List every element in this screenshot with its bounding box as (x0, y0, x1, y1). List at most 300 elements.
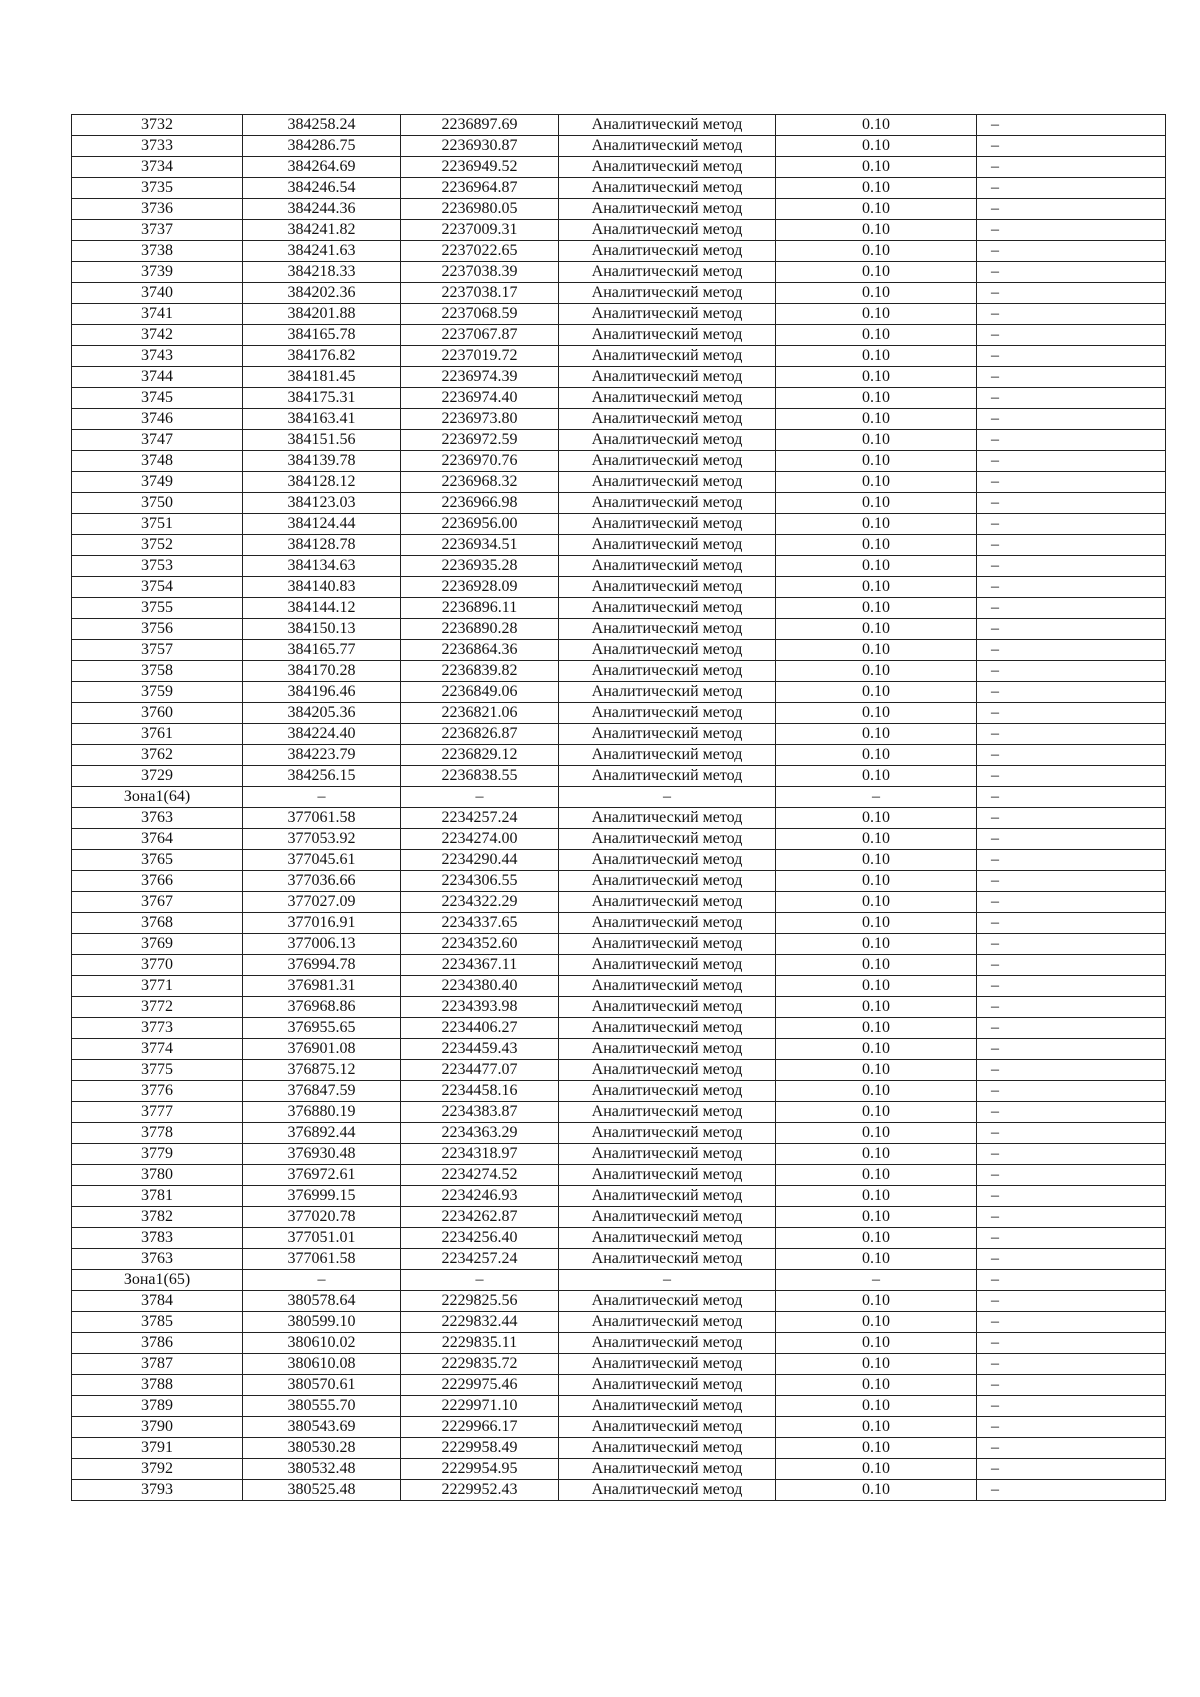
y-coordinate-cell: 2236826.87 (401, 724, 559, 745)
table-row (72, 115, 1166, 136)
accuracy-cell: 0.10 (776, 472, 977, 493)
accuracy-cell: 0.10 (776, 1333, 977, 1354)
table-row (72, 1018, 1166, 1039)
table-row (72, 934, 1166, 955)
accuracy-cell: 0.10 (776, 556, 977, 577)
x-coordinate-cell: 380530.28 (243, 1438, 401, 1459)
accuracy-cell: 0.10 (776, 1417, 977, 1438)
point-number-cell: 3763 (72, 1249, 243, 1270)
table-row (72, 1270, 1166, 1291)
accuracy-cell: 0.10 (776, 997, 977, 1018)
y-coordinate-cell: 2236964.87 (401, 178, 559, 199)
table-row (72, 1186, 1166, 1207)
y-coordinate-cell: 2234257.24 (401, 1249, 559, 1270)
table-row (72, 913, 1166, 934)
y-coordinate-cell: 2236974.40 (401, 388, 559, 409)
x-coordinate-cell: 384246.54 (243, 178, 401, 199)
y-coordinate-cell: 2236973.80 (401, 409, 559, 430)
accuracy-cell: 0.10 (776, 766, 977, 787)
point-number-cell: 3783 (72, 1228, 243, 1249)
accuracy-cell: 0.10 (776, 1291, 977, 1312)
table-row (72, 136, 1166, 157)
y-coordinate-cell: 2229825.56 (401, 1291, 559, 1312)
table-row (72, 787, 1166, 808)
table-row (72, 535, 1166, 556)
x-coordinate-cell: 376875.12 (243, 1060, 401, 1081)
note-cell: – (977, 1312, 1166, 1333)
note-cell: – (977, 1144, 1166, 1165)
point-number-cell: 3768 (72, 913, 243, 934)
note-cell: – (977, 409, 1166, 430)
accuracy-cell: 0.10 (776, 514, 977, 535)
point-number-cell: 3785 (72, 1312, 243, 1333)
note-cell: – (977, 808, 1166, 829)
y-coordinate-cell: 2234363.29 (401, 1123, 559, 1144)
method-cell: Аналитический метод (559, 1438, 776, 1459)
table-row (72, 1459, 1166, 1480)
table-row (72, 472, 1166, 493)
note-cell: – (977, 619, 1166, 640)
method-cell: Аналитический метод (559, 178, 776, 199)
x-coordinate-cell: 377061.58 (243, 1249, 401, 1270)
x-coordinate-cell: 384140.83 (243, 577, 401, 598)
method-cell: Аналитический метод (559, 1480, 776, 1501)
y-coordinate-cell: 2236934.51 (401, 535, 559, 556)
method-cell: Аналитический метод (559, 808, 776, 829)
x-coordinate-cell: 384244.36 (243, 199, 401, 220)
y-coordinate-cell: 2234380.40 (401, 976, 559, 997)
accuracy-cell: 0.10 (776, 745, 977, 766)
y-coordinate-cell: 2237038.39 (401, 262, 559, 283)
accuracy-cell: 0.10 (776, 367, 977, 388)
note-cell: – (977, 241, 1166, 262)
accuracy-cell: 0.10 (776, 220, 977, 241)
method-cell: Аналитический метод (559, 703, 776, 724)
point-number-cell: 3774 (72, 1039, 243, 1060)
note-cell: – (977, 934, 1166, 955)
method-cell: Аналитический метод (559, 1333, 776, 1354)
method-cell: Аналитический метод (559, 157, 776, 178)
note-cell: – (977, 367, 1166, 388)
y-coordinate-cell: 2236980.05 (401, 199, 559, 220)
note-cell: – (977, 1291, 1166, 1312)
note-cell: – (977, 640, 1166, 661)
y-coordinate-cell: 2234274.52 (401, 1165, 559, 1186)
note-cell: – (977, 1396, 1166, 1417)
accuracy-cell: 0.10 (776, 262, 977, 283)
point-number-cell: 3757 (72, 640, 243, 661)
table-row (72, 997, 1166, 1018)
method-cell: Аналитический метод (559, 304, 776, 325)
point-number-cell: 3778 (72, 1123, 243, 1144)
method-cell: Аналитический метод (559, 409, 776, 430)
accuracy-cell: 0.10 (776, 1375, 977, 1396)
y-coordinate-cell: 2229975.46 (401, 1375, 559, 1396)
y-coordinate-cell: 2236849.06 (401, 682, 559, 703)
y-coordinate-cell: 2229832.44 (401, 1312, 559, 1333)
method-cell: Аналитический метод (559, 745, 776, 766)
y-coordinate-cell: 2236930.87 (401, 136, 559, 157)
point-number-cell: 3762 (72, 745, 243, 766)
point-number-cell: 3740 (72, 283, 243, 304)
x-coordinate-cell: 376968.86 (243, 997, 401, 1018)
point-number-cell: 3733 (72, 136, 243, 157)
accuracy-cell: 0.10 (776, 136, 977, 157)
x-coordinate-cell: – (243, 1270, 401, 1291)
y-coordinate-cell: 2236935.28 (401, 556, 559, 577)
accuracy-cell: 0.10 (776, 115, 977, 136)
x-coordinate-cell: 384241.82 (243, 220, 401, 241)
method-cell: Аналитический метод (559, 1039, 776, 1060)
point-number-cell: 3745 (72, 388, 243, 409)
y-coordinate-cell: 2236838.55 (401, 766, 559, 787)
note-cell: – (977, 1333, 1166, 1354)
note-cell: – (977, 262, 1166, 283)
x-coordinate-cell: 384175.31 (243, 388, 401, 409)
accuracy-cell: 0.10 (776, 724, 977, 745)
note-cell: – (977, 577, 1166, 598)
point-number-cell: 3786 (72, 1333, 243, 1354)
note-cell: – (977, 724, 1166, 745)
table-row (72, 1291, 1166, 1312)
table-row (72, 1207, 1166, 1228)
point-number-cell: 3782 (72, 1207, 243, 1228)
x-coordinate-cell: 384176.82 (243, 346, 401, 367)
note-cell: – (977, 913, 1166, 934)
x-coordinate-cell: 380525.48 (243, 1480, 401, 1501)
method-cell: Аналитический метод (559, 136, 776, 157)
y-coordinate-cell: 2234256.40 (401, 1228, 559, 1249)
table-row (72, 808, 1166, 829)
y-coordinate-cell: 2236956.00 (401, 514, 559, 535)
accuracy-cell: 0.10 (776, 304, 977, 325)
point-number-cell: 3777 (72, 1102, 243, 1123)
table-row (72, 367, 1166, 388)
y-coordinate-cell: 2236821.06 (401, 703, 559, 724)
point-number-cell: 3755 (72, 598, 243, 619)
method-cell: Аналитический метод (559, 493, 776, 514)
x-coordinate-cell: 384165.77 (243, 640, 401, 661)
point-number-cell: 3789 (72, 1396, 243, 1417)
method-cell: Аналитический метод (559, 1228, 776, 1249)
point-number-cell: 3771 (72, 976, 243, 997)
note-cell: – (977, 304, 1166, 325)
method-cell: Аналитический метод (559, 346, 776, 367)
y-coordinate-cell: 2234393.98 (401, 997, 559, 1018)
table-row (72, 1165, 1166, 1186)
table-row (72, 325, 1166, 346)
point-number-cell: 3746 (72, 409, 243, 430)
y-coordinate-cell: 2234337.65 (401, 913, 559, 934)
method-cell: Аналитический метод (559, 1018, 776, 1039)
method-cell: Аналитический метод (559, 1459, 776, 1480)
table-row (72, 976, 1166, 997)
x-coordinate-cell: 376955.65 (243, 1018, 401, 1039)
table-row (72, 598, 1166, 619)
table-row (72, 850, 1166, 871)
note-cell: – (977, 430, 1166, 451)
point-number-cell: 3736 (72, 199, 243, 220)
note-cell: – (977, 1102, 1166, 1123)
x-coordinate-cell: 384196.46 (243, 682, 401, 703)
note-cell: – (977, 136, 1166, 157)
table-row (72, 577, 1166, 598)
note-cell: – (977, 829, 1166, 850)
x-coordinate-cell: 384264.69 (243, 157, 401, 178)
method-cell: Аналитический метод (559, 199, 776, 220)
table-row (72, 1228, 1166, 1249)
table-row (72, 619, 1166, 640)
x-coordinate-cell: 376847.59 (243, 1081, 401, 1102)
y-coordinate-cell: 2234257.24 (401, 808, 559, 829)
table-row (72, 514, 1166, 535)
table-row (72, 241, 1166, 262)
accuracy-cell: 0.10 (776, 241, 977, 262)
x-coordinate-cell: 377020.78 (243, 1207, 401, 1228)
note-cell: – (977, 976, 1166, 997)
table-row (72, 199, 1166, 220)
table-row (72, 892, 1166, 913)
method-cell: Аналитический метод (559, 997, 776, 1018)
note-cell: – (977, 157, 1166, 178)
method-cell: Аналитический метод (559, 325, 776, 346)
method-cell: Аналитический метод (559, 220, 776, 241)
accuracy-cell: 0.10 (776, 1102, 977, 1123)
accuracy-cell: 0.10 (776, 1165, 977, 1186)
method-cell: Аналитический метод (559, 1060, 776, 1081)
x-coordinate-cell: 384181.45 (243, 367, 401, 388)
accuracy-cell: 0.10 (776, 934, 977, 955)
y-coordinate-cell: 2229954.95 (401, 1459, 559, 1480)
x-coordinate-cell: 380570.61 (243, 1375, 401, 1396)
method-cell: Аналитический метод (559, 1354, 776, 1375)
table-row (72, 1354, 1166, 1375)
point-number-cell: 3772 (72, 997, 243, 1018)
table-row (72, 304, 1166, 325)
y-coordinate-cell: 2236896.11 (401, 598, 559, 619)
method-cell: Аналитический метод (559, 913, 776, 934)
y-coordinate-cell: 2229835.11 (401, 1333, 559, 1354)
table-row (72, 1396, 1166, 1417)
x-coordinate-cell: 384163.41 (243, 409, 401, 430)
note-cell: – (977, 472, 1166, 493)
method-cell: Аналитический метод (559, 1417, 776, 1438)
table-row (72, 1039, 1166, 1060)
note-cell: – (977, 766, 1166, 787)
y-coordinate-cell: 2234306.55 (401, 871, 559, 892)
note-cell: – (977, 199, 1166, 220)
y-coordinate-cell: 2229952.43 (401, 1480, 559, 1501)
note-cell: – (977, 1459, 1166, 1480)
point-number-cell: 3758 (72, 661, 243, 682)
note-cell: – (977, 220, 1166, 241)
table-row (72, 1333, 1166, 1354)
note-cell: – (977, 1060, 1166, 1081)
table-row (72, 493, 1166, 514)
note-cell: – (977, 535, 1166, 556)
note-cell: – (977, 892, 1166, 913)
table-row (72, 556, 1166, 577)
y-coordinate-cell: 2229966.17 (401, 1417, 559, 1438)
table-row (72, 1375, 1166, 1396)
x-coordinate-cell: – (243, 787, 401, 808)
method-cell: Аналитический метод (559, 1165, 776, 1186)
y-coordinate-cell: 2234477.07 (401, 1060, 559, 1081)
point-number-cell: 3737 (72, 220, 243, 241)
table-row (72, 703, 1166, 724)
method-cell: Аналитический метод (559, 829, 776, 850)
accuracy-cell: 0.10 (776, 409, 977, 430)
point-number-cell: 3788 (72, 1375, 243, 1396)
table-row (72, 661, 1166, 682)
y-coordinate-cell: 2236839.82 (401, 661, 559, 682)
x-coordinate-cell: 384128.78 (243, 535, 401, 556)
table-row (72, 955, 1166, 976)
method-cell: Аналитический метод (559, 577, 776, 598)
y-coordinate-cell: 2237038.17 (401, 283, 559, 304)
note-cell: – (977, 115, 1166, 136)
x-coordinate-cell: 377027.09 (243, 892, 401, 913)
x-coordinate-cell: 384286.75 (243, 136, 401, 157)
y-coordinate-cell: 2236890.28 (401, 619, 559, 640)
note-cell: – (977, 1270, 1166, 1291)
table-row (72, 1123, 1166, 1144)
point-number-cell: 3743 (72, 346, 243, 367)
method-cell: Аналитический метод (559, 430, 776, 451)
point-number-cell: 3787 (72, 1354, 243, 1375)
y-coordinate-cell: 2234246.93 (401, 1186, 559, 1207)
table-row (72, 388, 1166, 409)
note-cell: – (977, 346, 1166, 367)
accuracy-cell: 0.10 (776, 346, 977, 367)
method-cell: Аналитический метод (559, 892, 776, 913)
point-number-cell: 3750 (72, 493, 243, 514)
x-coordinate-cell: 380543.69 (243, 1417, 401, 1438)
accuracy-cell: 0.10 (776, 1039, 977, 1060)
accuracy-cell: 0.10 (776, 199, 977, 220)
method-cell: Аналитический метод (559, 1291, 776, 1312)
x-coordinate-cell: 384256.15 (243, 766, 401, 787)
point-number-cell: 3780 (72, 1165, 243, 1186)
accuracy-cell: – (776, 1270, 977, 1291)
y-coordinate-cell: 2234367.11 (401, 955, 559, 976)
note-cell: – (977, 388, 1166, 409)
x-coordinate-cell: 377016.91 (243, 913, 401, 934)
accuracy-cell: 0.10 (776, 1438, 977, 1459)
note-cell: – (977, 661, 1166, 682)
accuracy-cell: 0.10 (776, 955, 977, 976)
x-coordinate-cell: 384224.40 (243, 724, 401, 745)
method-cell: Аналитический метод (559, 619, 776, 640)
y-coordinate-cell: 2229958.49 (401, 1438, 559, 1459)
point-number-cell: 3776 (72, 1081, 243, 1102)
y-coordinate-cell: 2236968.32 (401, 472, 559, 493)
point-number-cell: 3754 (72, 577, 243, 598)
method-cell: Аналитический метод (559, 1186, 776, 1207)
accuracy-cell: 0.10 (776, 1354, 977, 1375)
y-coordinate-cell: 2234318.97 (401, 1144, 559, 1165)
x-coordinate-cell: 384150.13 (243, 619, 401, 640)
accuracy-cell: 0.10 (776, 325, 977, 346)
accuracy-cell: 0.10 (776, 598, 977, 619)
accuracy-cell: 0.10 (776, 892, 977, 913)
x-coordinate-cell: 376892.44 (243, 1123, 401, 1144)
note-cell: – (977, 1081, 1166, 1102)
x-coordinate-cell: 384202.36 (243, 283, 401, 304)
table-row (72, 430, 1166, 451)
note-cell: – (977, 1354, 1166, 1375)
x-coordinate-cell: 376999.15 (243, 1186, 401, 1207)
accuracy-cell: 0.10 (776, 703, 977, 724)
y-coordinate-cell: 2236974.39 (401, 367, 559, 388)
accuracy-cell: 0.10 (776, 430, 977, 451)
x-coordinate-cell: 384205.36 (243, 703, 401, 724)
method-cell: Аналитический метод (559, 766, 776, 787)
x-coordinate-cell: 376994.78 (243, 955, 401, 976)
accuracy-cell: 0.10 (776, 661, 977, 682)
point-number-cell: 3767 (72, 892, 243, 913)
method-cell: – (559, 787, 776, 808)
point-number-cell: 3751 (72, 514, 243, 535)
y-coordinate-cell: 2236864.36 (401, 640, 559, 661)
method-cell: Аналитический метод (559, 661, 776, 682)
y-coordinate-cell: 2236970.76 (401, 451, 559, 472)
y-coordinate-cell: 2234274.00 (401, 829, 559, 850)
accuracy-cell: 0.10 (776, 157, 977, 178)
method-cell: Аналитический метод (559, 472, 776, 493)
x-coordinate-cell: 384218.33 (243, 262, 401, 283)
accuracy-cell: 0.10 (776, 1018, 977, 1039)
note-cell: – (977, 178, 1166, 199)
accuracy-cell: 0.10 (776, 1396, 977, 1417)
x-coordinate-cell: 384223.79 (243, 745, 401, 766)
x-coordinate-cell: 384258.24 (243, 115, 401, 136)
y-coordinate-cell: 2236949.52 (401, 157, 559, 178)
accuracy-cell: 0.10 (776, 829, 977, 850)
note-cell: – (977, 787, 1166, 808)
point-number-cell: 3773 (72, 1018, 243, 1039)
point-number-cell: 3739 (72, 262, 243, 283)
method-cell: Аналитический метод (559, 283, 776, 304)
y-coordinate-cell: 2234290.44 (401, 850, 559, 871)
accuracy-cell: 0.10 (776, 1060, 977, 1081)
point-number-cell: 3734 (72, 157, 243, 178)
method-cell: Аналитический метод (559, 451, 776, 472)
method-cell: Аналитический метод (559, 640, 776, 661)
x-coordinate-cell: 377061.58 (243, 808, 401, 829)
note-cell: – (977, 850, 1166, 871)
point-number-cell: 3760 (72, 703, 243, 724)
note-cell: – (977, 1228, 1166, 1249)
point-number-cell: 3729 (72, 766, 243, 787)
accuracy-cell: 0.10 (776, 1249, 977, 1270)
method-cell: Аналитический метод (559, 724, 776, 745)
note-cell: – (977, 1039, 1166, 1060)
table-row (72, 220, 1166, 241)
table-row (72, 1249, 1166, 1270)
y-coordinate-cell: 2229835.72 (401, 1354, 559, 1375)
point-number-cell: 3763 (72, 808, 243, 829)
accuracy-cell: 0.10 (776, 976, 977, 997)
x-coordinate-cell: 377051.01 (243, 1228, 401, 1249)
x-coordinate-cell: 384170.28 (243, 661, 401, 682)
y-coordinate-cell: 2236897.69 (401, 115, 559, 136)
point-number-cell: 3765 (72, 850, 243, 871)
x-coordinate-cell: 377053.92 (243, 829, 401, 850)
accuracy-cell: 0.10 (776, 283, 977, 304)
method-cell: Аналитический метод (559, 535, 776, 556)
y-coordinate-cell: 2234352.60 (401, 934, 559, 955)
